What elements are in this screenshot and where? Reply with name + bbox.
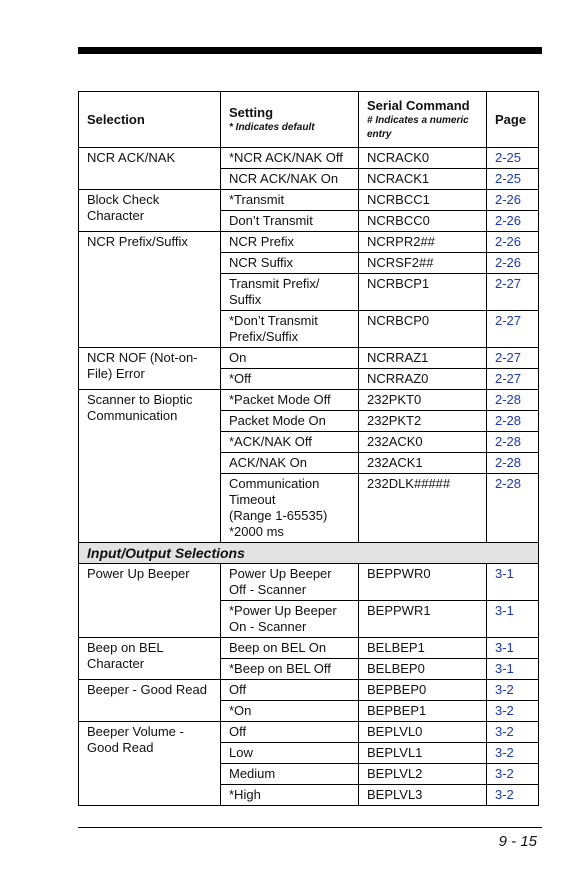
setting-cell: NCR Suffix [221, 253, 359, 274]
header-setting-label: Setting [229, 104, 274, 120]
command-cell: BELBEP0 [359, 659, 487, 680]
setting-cell: *Don’t Transmit Prefix/Suffix [221, 311, 359, 348]
selection-cell: NCR ACK/NAK [79, 148, 221, 190]
command-cell: BEPLVL0 [359, 722, 487, 743]
header-selection: Selection [79, 92, 221, 148]
table-row [79, 680, 539, 701]
setting-cell: *On [221, 701, 359, 722]
page-link[interactable]: 2-26 [487, 253, 539, 274]
table-row [79, 232, 539, 253]
setting-cell: Transmit Prefix/ Suffix [221, 274, 359, 311]
command-cell: NCRRAZ1 [359, 348, 487, 369]
command-cell: NCRACK0 [359, 148, 487, 169]
command-cell: NCRBCC0 [359, 211, 487, 232]
page-link[interactable]: 2-26 [487, 232, 539, 253]
page-link[interactable]: 2-25 [487, 169, 539, 190]
setting-cell: *Transmit [221, 190, 359, 211]
table-row [79, 564, 539, 601]
page-link[interactable]: 2-28 [487, 453, 539, 474]
setting-cell: NCR Prefix [221, 232, 359, 253]
bottom-rule [78, 827, 542, 828]
setting-cell: Medium [221, 764, 359, 785]
command-cell: NCRRAZ0 [359, 369, 487, 390]
setting-cell: Low [221, 743, 359, 764]
command-cell: BEPPWR0 [359, 564, 487, 601]
table-row [79, 148, 539, 169]
table-header-row [79, 92, 539, 148]
page-link[interactable]: 2-25 [487, 148, 539, 169]
setting-cell: Off [221, 722, 359, 743]
command-cell: BEPLVL2 [359, 764, 487, 785]
command-cell: NCRBCP1 [359, 274, 487, 311]
command-cell: BELBEP1 [359, 638, 487, 659]
header-page: Page [487, 92, 539, 148]
table-row [79, 348, 539, 369]
header-serial-command [359, 92, 487, 148]
setting-cell: Don’t Transmit [221, 211, 359, 232]
selection-cell: Beeper Volume - Good Read [79, 722, 221, 806]
page-link[interactable]: 2-28 [487, 390, 539, 411]
page-link[interactable]: 2-28 [487, 432, 539, 453]
command-cell: NCRSF2## [359, 253, 487, 274]
command-cell: BEPBEP1 [359, 701, 487, 722]
setting-cell: NCR ACK/NAK On [221, 169, 359, 190]
setting-cell: Communication Timeout (Range 1-65535) *2000 ms [221, 474, 359, 543]
section-title: Input/Output Selections [79, 543, 539, 564]
setting-cell: *Off [221, 369, 359, 390]
setting-cell: *High [221, 785, 359, 806]
command-cell: 232PKT0 [359, 390, 487, 411]
setting-cell: *ACK/NAK Off [221, 432, 359, 453]
setting-cell: On [221, 348, 359, 369]
table-row [79, 722, 539, 743]
page-link[interactable]: 2-26 [487, 190, 539, 211]
setting-cell: Packet Mode On [221, 411, 359, 432]
setting-cell: *Beep on BEL Off [221, 659, 359, 680]
command-cell: BEPBEP0 [359, 680, 487, 701]
page-link[interactable]: 3-1 [487, 638, 539, 659]
command-cell: BEPPWR1 [359, 601, 487, 638]
command-cell: BEPLVL1 [359, 743, 487, 764]
setting-cell: Off [221, 680, 359, 701]
selection-cell: Power Up Beeper [79, 564, 221, 638]
top-rule [78, 47, 542, 54]
page-number: 9 - 15 [498, 833, 537, 850]
command-cell: 232ACK1 [359, 453, 487, 474]
command-cell: NCRACK1 [359, 169, 487, 190]
command-cell: 232ACK0 [359, 432, 487, 453]
selection-cell: NCR NOF (Not-on-File) Error [79, 348, 221, 390]
page-link[interactable]: 2-27 [487, 348, 539, 369]
page-link[interactable]: 3-1 [487, 601, 539, 638]
page-link[interactable]: 3-1 [487, 659, 539, 680]
section-row [79, 543, 539, 564]
command-cell: 232PKT2 [359, 411, 487, 432]
page-link[interactable]: 3-2 [487, 722, 539, 743]
command-cell: BEPLVL3 [359, 785, 487, 806]
table-body [79, 148, 539, 806]
setting-cell: ACK/NAK On [221, 453, 359, 474]
page-link[interactable]: 3-2 [487, 701, 539, 722]
page-link[interactable]: 3-2 [487, 764, 539, 785]
setting-cell: *Packet Mode Off [221, 390, 359, 411]
page-link[interactable]: 2-28 [487, 411, 539, 432]
header-setting [221, 92, 359, 148]
selection-cell: Scanner to Bioptic Communication [79, 390, 221, 543]
command-cell: 232DLK##### [359, 474, 487, 543]
setting-cell: Beep on BEL On [221, 638, 359, 659]
page-link[interactable]: 2-27 [487, 274, 539, 311]
command-cell: NCRPR2## [359, 232, 487, 253]
page-link[interactable]: 2-26 [487, 211, 539, 232]
selection-cell: Beep on BEL Character [79, 638, 221, 680]
page-link[interactable]: 2-27 [487, 369, 539, 390]
page-link[interactable]: 3-2 [487, 785, 539, 806]
table-row [79, 390, 539, 411]
page-link[interactable]: 2-27 [487, 311, 539, 348]
selection-cell: Block Check Character [79, 190, 221, 232]
page-link[interactable]: 3-2 [487, 743, 539, 764]
header-setting-note: * Indicates default [229, 121, 315, 133]
setting-cell: *NCR ACK/NAK Off [221, 148, 359, 169]
page-link[interactable]: 3-2 [487, 680, 539, 701]
page-link[interactable]: 2-28 [487, 474, 539, 543]
command-cell: NCRBCP0 [359, 311, 487, 348]
command-table [78, 91, 539, 806]
selection-cell: NCR Prefix/Suffix [79, 232, 221, 348]
table-row [79, 638, 539, 659]
setting-cell: Power Up Beeper Off - Scanner [221, 564, 359, 601]
setting-cell: *Power Up Beeper On - Scanner [221, 601, 359, 638]
header-serial-command-label: Serial Command [367, 97, 470, 113]
table-row [79, 190, 539, 211]
page-link[interactable]: 3-1 [487, 564, 539, 601]
selection-cell: Beeper - Good Read [79, 680, 221, 722]
header-serial-note: # Indicates a numeric entry [367, 114, 469, 140]
command-cell: NCRBCC1 [359, 190, 487, 211]
